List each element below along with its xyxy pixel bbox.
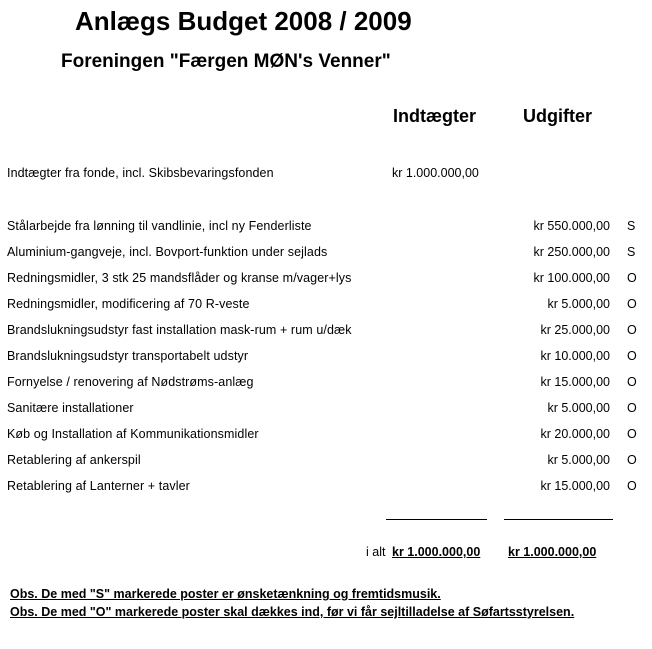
income-column-header: Indtægter <box>393 106 476 126</box>
income-row-amount: kr 1.000.000,00 <box>392 166 479 180</box>
expense-row-amount: kr 10.000,00 <box>540 349 610 363</box>
expense-row-flag: O <box>627 427 637 441</box>
expense-sum-line <box>504 519 613 520</box>
page-title: Anlægs Budget 2008 / 2009 <box>75 6 412 36</box>
expense-row-label: Køb og Installation af Kommunikationsmidler <box>7 427 259 441</box>
expense-row-amount: kr 5.000,00 <box>547 453 610 467</box>
page-subtitle: Foreningen "Færgen MØN's Venner" <box>61 51 391 72</box>
expense-row-label: Aluminium-gangveje, incl. Bovport-funktion under sejlads <box>7 245 328 259</box>
expense-row-label: Brandslukningsudstyr fast installation mask-rum + rum u/dæk <box>7 323 352 337</box>
income-row-label: Indtægter fra fonde, incl. Skibsbevaringsfonden <box>7 166 274 180</box>
expense-row-flag: S <box>627 245 636 259</box>
expense-column-header: Udgifter <box>523 106 592 126</box>
expense-row-amount: kr 20.000,00 <box>540 427 610 441</box>
expense-total: kr 1.000.000,00 <box>508 545 597 559</box>
expense-row-label: Stålarbejde fra lønning til vandlinie, incl ny Fenderliste <box>7 219 312 233</box>
expense-row-amount: kr 15.000,00 <box>540 479 610 493</box>
expense-row-amount: kr 250.000,00 <box>533 245 610 259</box>
expense-row-label: Fornyelse / renovering af Nødstrøms-anlæg <box>7 375 254 389</box>
expense-row-amount: kr 5.000,00 <box>547 297 610 311</box>
expense-row-label: Brandslukningsudstyr transportabelt udstyr <box>7 349 249 363</box>
expense-row-amount: kr 550.000,00 <box>533 219 610 233</box>
note-s: Obs. De med "S" markerede poster er ønsketænkning og fremtidsmusik. <box>10 587 441 601</box>
expense-row-flag: O <box>627 349 637 363</box>
expense-row-flag: S <box>627 219 636 233</box>
expense-row-flag: O <box>627 375 637 389</box>
income-sum-line <box>386 519 487 520</box>
expense-row-flag: O <box>627 271 637 285</box>
income-total: kr 1.000.000,00 <box>392 545 481 559</box>
expense-row-flag: O <box>627 323 637 337</box>
expense-row-flag: O <box>627 479 637 493</box>
expense-row-label: Retablering af ankerspil <box>7 453 141 467</box>
note-o: Obs. De med "O" markerede poster skal dækkes ind, før vi får sejltilladelse af Søfartsstyrelsen. <box>10 605 575 619</box>
total-label: i alt <box>366 545 386 559</box>
expense-row-flag: O <box>627 401 637 415</box>
expense-row-flag: O <box>627 297 637 311</box>
expense-row-amount: kr 15.000,00 <box>540 375 610 389</box>
expense-row-amount: kr 100.000,00 <box>533 271 610 285</box>
expense-row-amount: kr 5.000,00 <box>547 401 610 415</box>
expense-row-label: Redningsmidler, modificering af 70 R-veste <box>7 297 250 311</box>
expense-row-flag: O <box>627 453 637 467</box>
expense-row-amount: kr 25.000,00 <box>540 323 610 337</box>
expense-row-label: Retablering af Lanterner + tavler <box>7 479 190 493</box>
expense-row-label: Redningsmidler, 3 stk 25 mandsflåder og kranse m/vager+lys <box>7 271 352 285</box>
expense-row-label: Sanitære installationer <box>7 401 134 415</box>
